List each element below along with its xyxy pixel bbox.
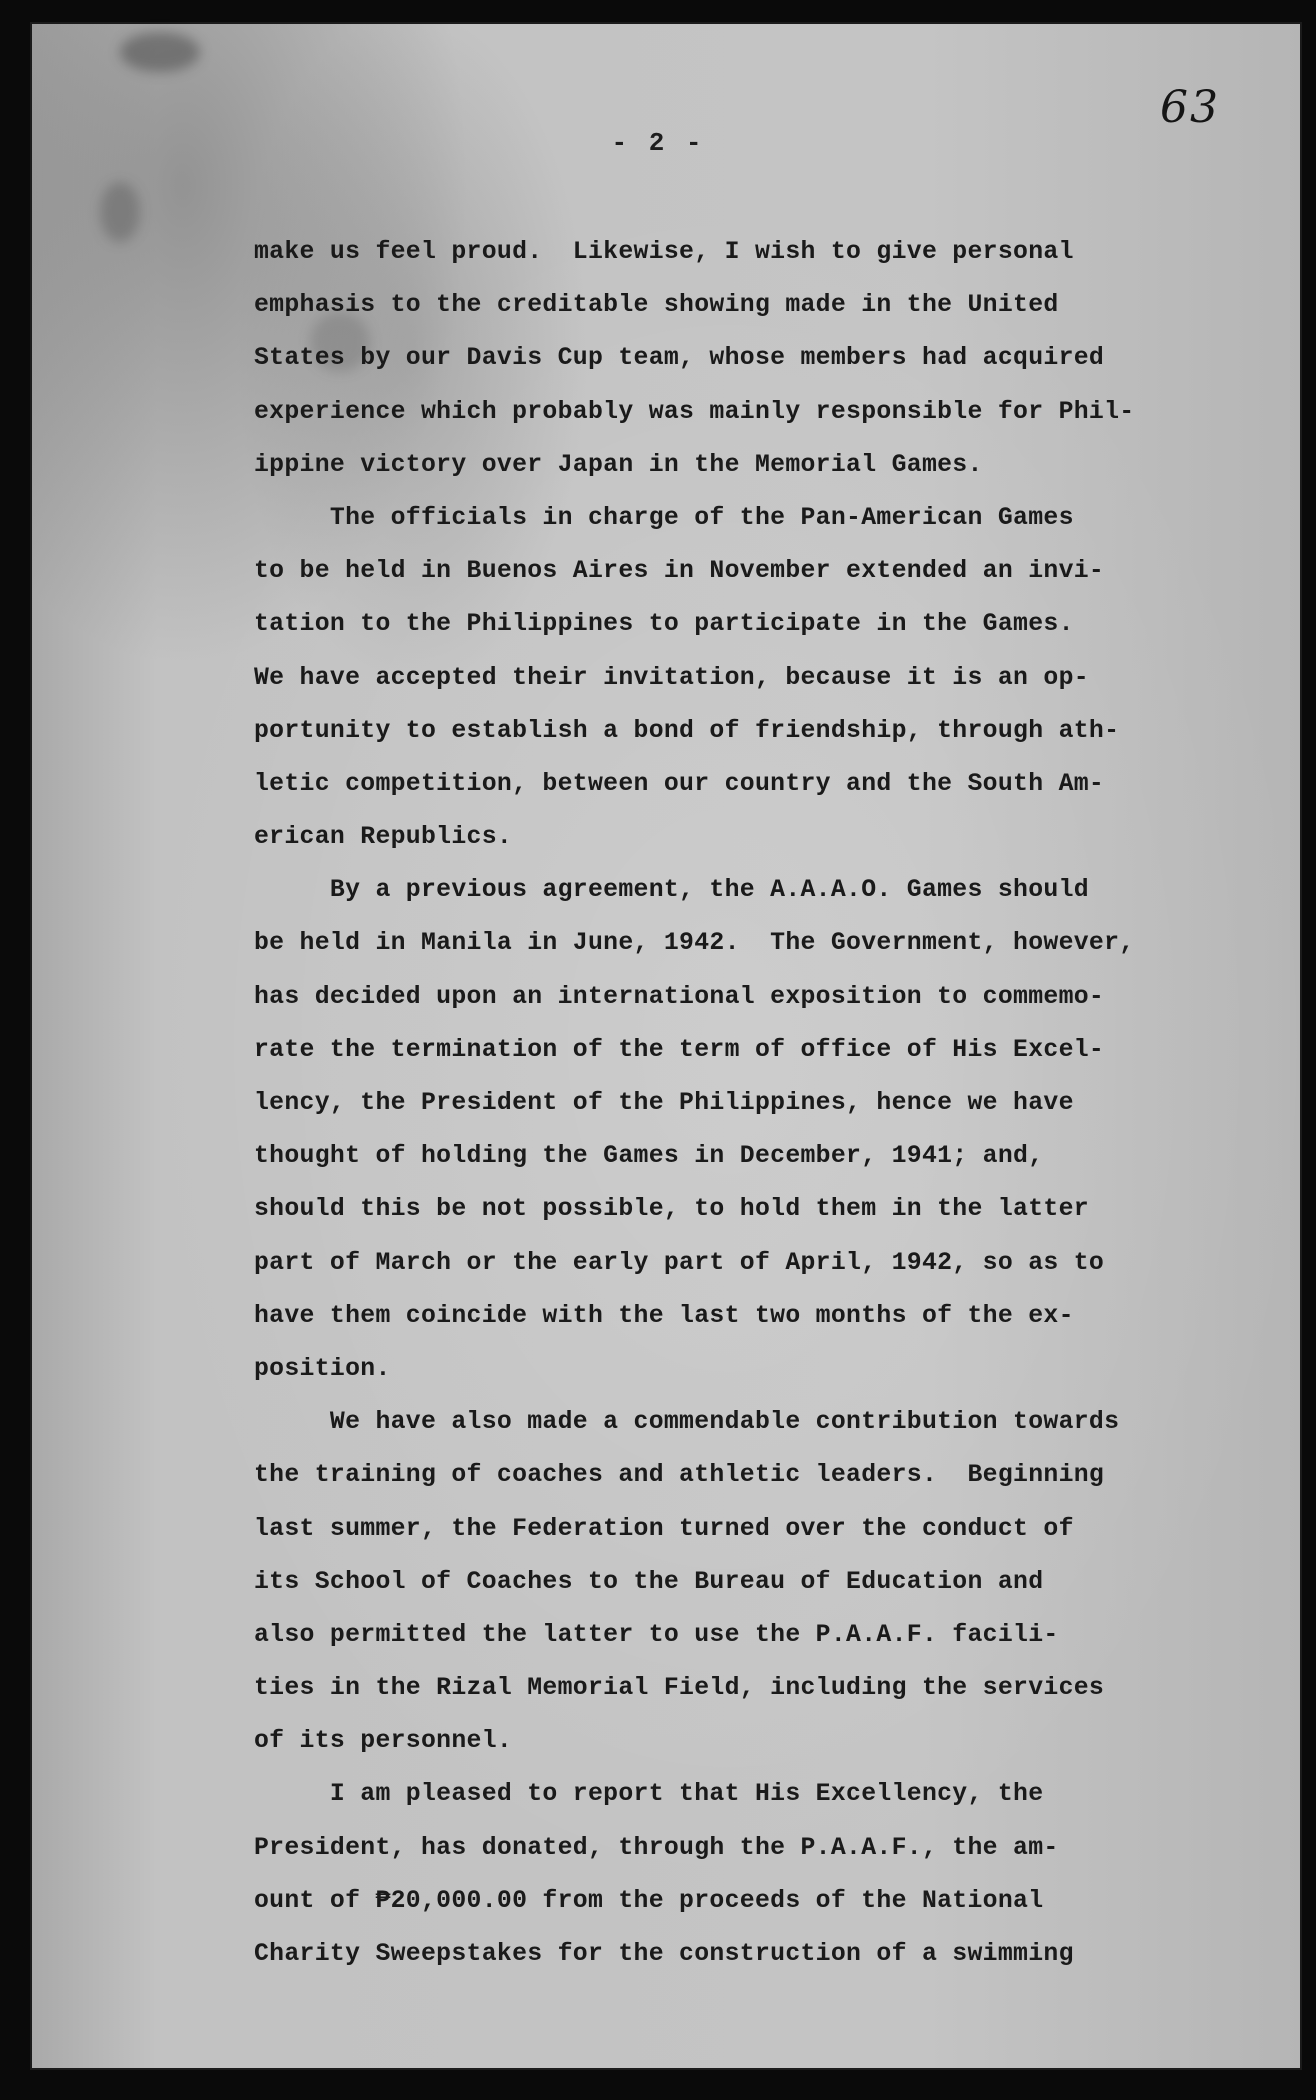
- text-line: also permitted the latter to use the P.A.A.F. facili-: [254, 1620, 1059, 1649]
- text-line: tation to the Philippines to participate in the Games.: [254, 610, 1074, 639]
- ink-smudge: [100, 182, 140, 242]
- handwritten-page-number: 63: [1160, 82, 1220, 133]
- text-line: experience which probably was mainly responsible for Phil-: [254, 397, 1135, 426]
- text-line: thought of holding the Games in December, 1941; and,: [254, 1142, 1044, 1171]
- text-line: lency, the President of the Philippines, hence we have: [254, 1089, 1074, 1117]
- ink-smudge: [120, 32, 200, 72]
- text-line: make us feel proud. Likewise, I wish to give personal: [254, 238, 1074, 266]
- text-line: letic competition, between our country and the South Am-: [254, 769, 1105, 798]
- text-line: President, has donated, through the P.A.A.F., the am-: [254, 1833, 1059, 1862]
- text-line: ippine victory over Japan in the Memorial Games.: [254, 450, 983, 479]
- text-line: erican Republics.: [254, 823, 513, 852]
- text-line: its School of Coaches to the Bureau of Education and: [254, 1567, 1044, 1596]
- text-line: the training of coaches and athletic leaders. Beginning: [254, 1461, 1105, 1490]
- text-line: States by our Davis Cup team, whose members had acquired: [254, 344, 1105, 373]
- text-line: We have accepted their invitation, because it is an op-: [254, 663, 1089, 692]
- text-line: have them coincide with the last two months of the ex-: [254, 1301, 1074, 1330]
- text-line: last summer, the Federation turned over the conduct of: [254, 1514, 1074, 1543]
- text-line: By a previous agreement, the A.A.A.O. Games should: [254, 876, 1089, 905]
- text-line: The officials in charge of the Pan-American Games: [254, 503, 1074, 532]
- text-line: I am pleased to report that His Excellency, the: [254, 1780, 1044, 1809]
- body-text: [254, 226, 1254, 1981]
- text-line: ount of ₱20,000.00 from the proceeds of the National: [254, 1886, 1044, 1915]
- text-line: portunity to establish a bond of friendship, through ath-: [254, 716, 1120, 745]
- text-line: has decided upon an international exposition to commemo-: [254, 982, 1105, 1011]
- text-line: part of March or the early part of April, 1942, so as to: [254, 1248, 1105, 1277]
- text-line: should this be not possible, to hold them in the latter: [254, 1195, 1089, 1224]
- text-line: position.: [254, 1354, 391, 1383]
- page-number: - 2 -: [611, 128, 705, 158]
- text-line: Charity Sweepstakes for the construction of a swimming: [254, 1940, 1074, 1968]
- text-line: emphasis to the creditable showing made in the United: [254, 291, 1059, 320]
- text-line: to be held in Buenos Aires in November extended an invi-: [254, 557, 1105, 586]
- text-line: ties in the Rizal Memorial Field, including the services: [254, 1674, 1105, 1703]
- text-line: of its personnel.: [254, 1727, 513, 1756]
- text-line: be held in Manila in June, 1942. The Government, however,: [254, 929, 1135, 958]
- text-line: We have also made a commendable contribution towards: [254, 1408, 1120, 1437]
- text-line: rate the termination of the term of office of His Excel-: [254, 1035, 1105, 1064]
